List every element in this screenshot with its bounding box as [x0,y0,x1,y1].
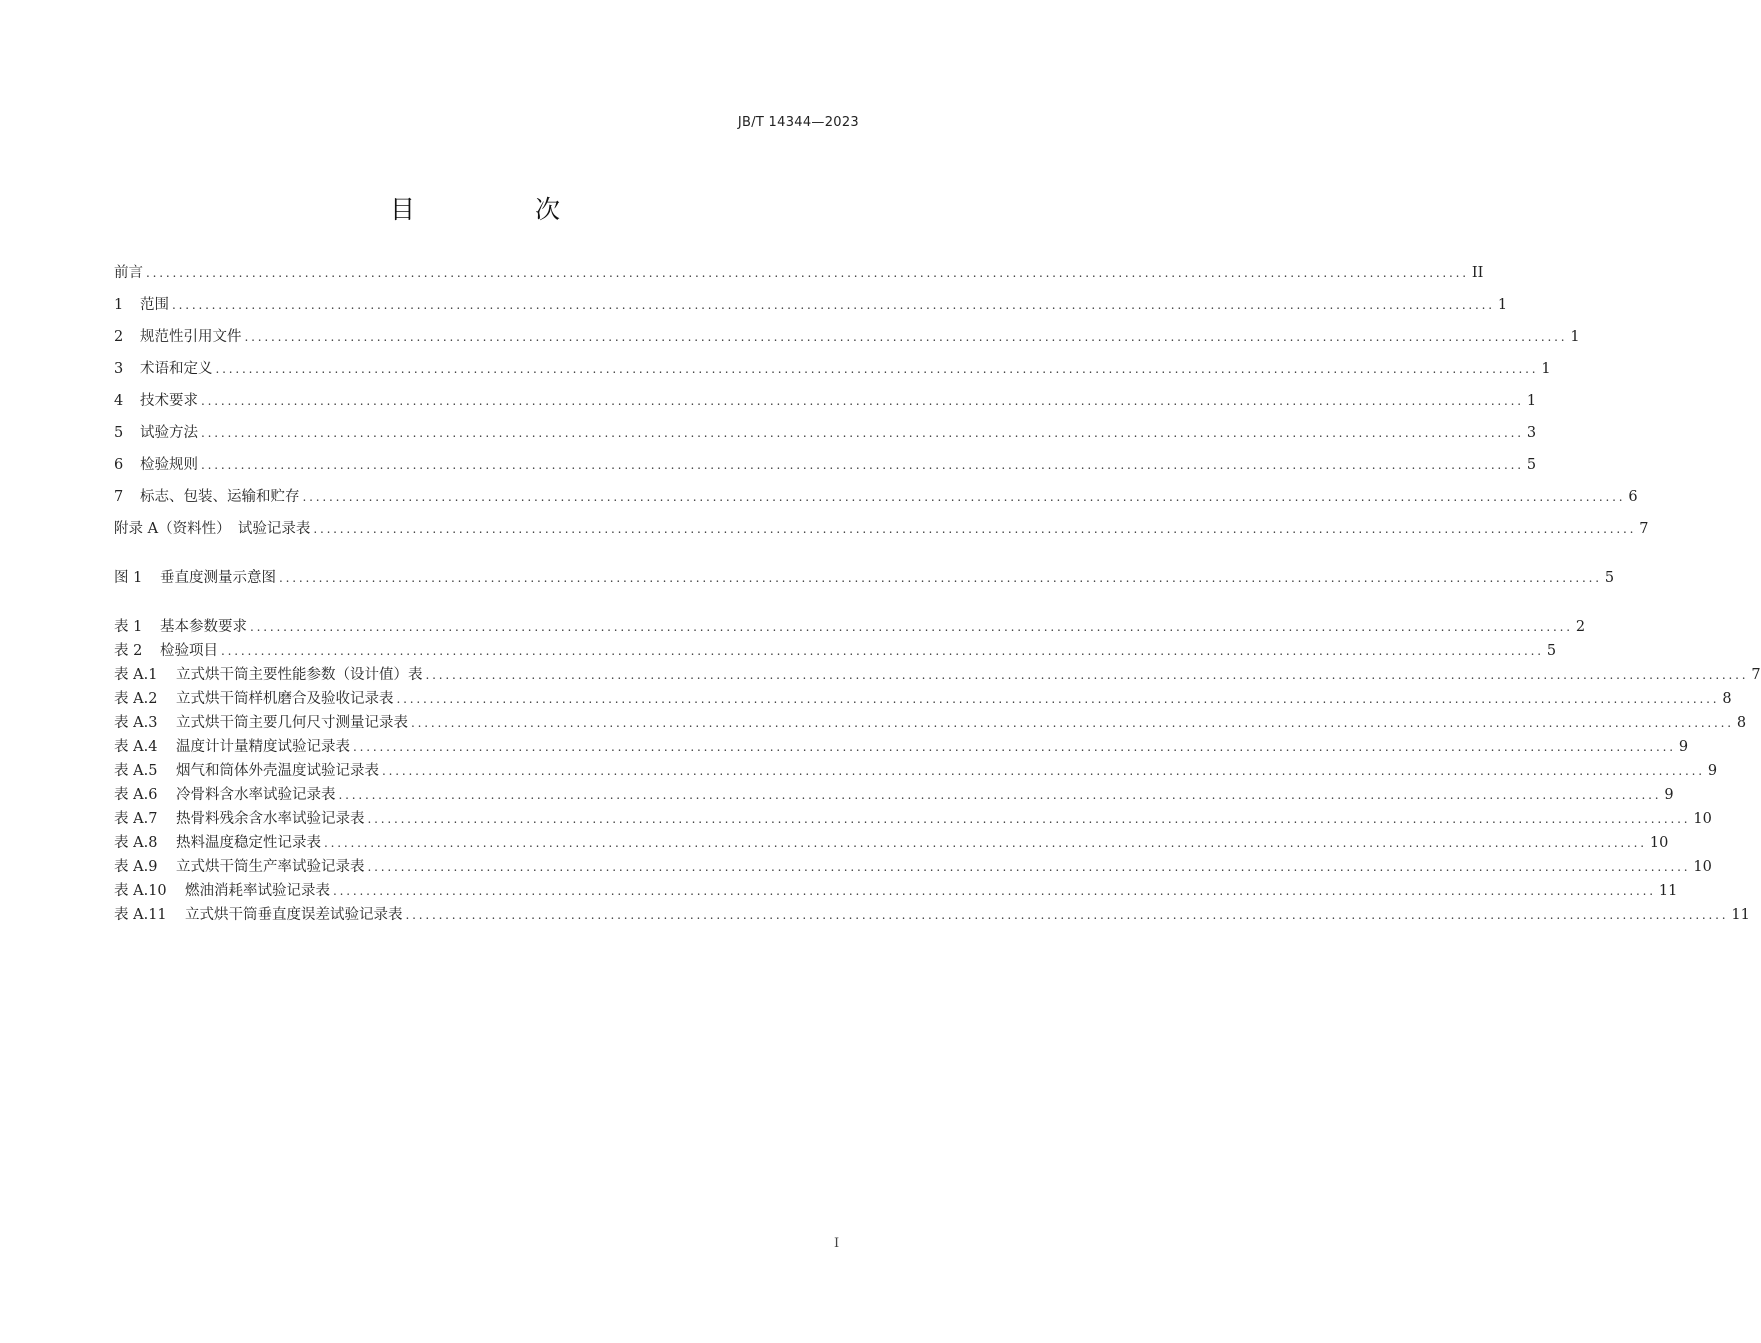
toc-entry-label: 技术要求 [140,393,198,409]
leader-dots: ........................................................................................................................................................................................................ [215,362,1539,376]
toc-entry-label: 前言 [114,265,143,281]
toc-entry-label: 热骨料残余含水率试验记录表 [176,811,365,827]
leader-dots: ........................................................................................................................................................................................................ [279,571,1602,585]
leader-dots: ........................................................................................................................................................................................................ [250,620,1573,634]
toc-entry-table-a6[interactable] [114,785,1674,805]
toc-entry-marking-packaging[interactable] [114,487,1638,507]
toc-entry-number: 表 A.7 [114,811,158,827]
toc-entry-number: 表 1 [114,619,143,635]
leader-dots: ........................................................................................................................................................................................................ [244,330,1568,344]
toc-entry-table-a1[interactable] [114,665,1761,685]
toc-entry-number: 表 A.8 [114,835,158,851]
standard-code: JB/T 14344—2023 [737,115,859,130]
toc-entry-table-a5[interactable] [114,761,1718,781]
toc-entry-label: 立式烘干筒样机磨合及验收记录表 [176,691,394,707]
toc-entry-number: 7 [114,489,124,505]
toc-entry-page: 5 [1604,570,1615,586]
toc-entry-page: 7 [1639,521,1649,537]
toc-entry-table-a9[interactable] [114,857,1712,877]
toc-entry-number: 图 1 [114,570,143,586]
toc-entry-page: 10 [1649,835,1669,851]
leader-dots: ........................................................................................................................................................................................................ [172,298,1495,312]
toc-entry-label: 立式烘干筒主要几何尺寸测量记录表 [176,715,408,731]
toc-entry-label: 检验规则 [140,457,198,473]
leader-dots: ........................................................................................................................................................................................................ [333,884,1656,898]
toc-entry-label: 立式烘干筒垂直度误差试验记录表 [185,907,403,923]
toc-entry-page: 3 [1526,425,1537,441]
leader-dots: ........................................................................................................................................................................................................ [382,764,1705,778]
toc-entry-number: 表 A.9 [114,859,158,875]
leader-dots: ........................................................................................................................................................................................................ [302,490,1626,504]
toc-entry-label: 术语和定义 [140,361,213,377]
toc-entry-page: 10 [1693,859,1712,875]
toc-entry-label: 立式烘干筒主要性能参数（设计值）表 [176,667,423,683]
toc-entry-number: 5 [114,425,124,441]
toc-entry-label: 试验方法 [140,425,198,441]
toc-entry-table-a11[interactable] [114,905,1750,925]
toc-entry-label: 燃油消耗率试验记录表 [185,883,330,899]
toc-entry-figure-1[interactable] [114,568,1615,588]
toc-entry-label: 规范性引用文件 [140,329,242,345]
toc-entry-table-a7[interactable] [114,809,1712,829]
toc-entry-technical-requirements[interactable] [114,391,1537,411]
leader-dots: ........................................................................................................................................................................................................ [411,716,1734,730]
toc-entry-table-a4[interactable] [114,737,1689,757]
toc-entry-number: 表 A.3 [114,715,158,731]
toc-entry-number: 表 A.2 [114,691,158,707]
toc-entry-page: 1 [1541,361,1551,377]
toc-entry-page: 11 [1731,907,1750,923]
toc-entry-number: 表 A.10 [114,883,167,899]
toc-entry-test-methods[interactable] [114,423,1537,443]
toc-entry-page: 7 [1751,667,1761,683]
leader-dots: ........................................................................................................................................................................................................ [146,266,1469,280]
toc-entry-label: 温度计计量精度试验记录表 [176,739,350,755]
toc-entry-page: 11 [1658,883,1678,899]
toc-entry-number: 1 [114,297,124,313]
toc-entry-table-a8[interactable] [114,833,1669,853]
toc-entry-page: 2 [1575,619,1586,635]
leader-dots: ........................................................................................................................................................................................................ [221,644,1544,658]
footer-page-number: I [834,1236,840,1251]
toc-entry-label: 垂直度测量示意图 [160,570,276,586]
toc-entry-page: 9 [1664,787,1674,803]
leader-dots: ........................................................................................................................................................................................................ [405,908,1729,922]
toc-entry-table-a10[interactable] [114,881,1678,901]
toc-entry-label: 附录 A（资料性） 试验记录表 [114,521,311,537]
leader-dots: ........................................................................................................................................................................................................ [353,740,1676,754]
toc-entry-number: 表 A.11 [114,907,167,923]
toc-entry-label: 冷骨料含水率试验记录表 [176,787,336,803]
toc-entry-page: 9 [1678,739,1689,755]
toc-entry-label: 烟气和筒体外壳温度试验记录表 [176,763,379,779]
toc-entry-scope[interactable] [114,295,1508,315]
toc-entry-page: 1 [1526,393,1537,409]
toc-entry-label: 标志、包装、运输和贮存 [140,489,300,505]
leader-dots: ........................................................................................................................................................................................................ [396,692,1720,706]
toc-entry-page: 9 [1707,763,1718,779]
toc-entry-label: 基本参数要求 [160,619,247,635]
toc-entry-foreword[interactable] [114,263,1484,283]
toc-entry-table-a2[interactable] [114,689,1732,709]
toc-entry-page: II [1471,265,1484,281]
leader-dots: ........................................................................................................................................................................................................ [201,394,1524,408]
toc-entry-number: 表 A.6 [114,787,158,803]
toc-entry-table-1[interactable] [114,617,1586,637]
toc-entry-number: 6 [114,457,124,473]
toc-entry-page: 5 [1546,643,1557,659]
toc-entry-table-2[interactable] [114,641,1557,661]
leader-dots: ........................................................................................................................................................................................................ [367,812,1691,826]
toc-entry-page: 1 [1570,329,1580,345]
toc-entry-terms[interactable] [114,359,1551,379]
toc-entry-page: 8 [1722,691,1732,707]
toc-entry-normative-references[interactable] [114,327,1580,347]
toc-entry-number: 3 [114,361,124,377]
toc-entry-page: 1 [1497,297,1508,313]
toc-entry-page: 6 [1628,489,1638,505]
leader-dots: ........................................................................................................................................................................................................ [201,426,1524,440]
page-title: 目 次 [390,195,616,224]
toc-entry-number: 表 A.5 [114,763,158,779]
leader-dots: ........................................................................................................................................................................................................ [338,788,1662,802]
toc-entry-page: 8 [1736,715,1747,731]
toc-entry-table-a3[interactable] [114,713,1747,733]
toc-entry-number: 表 A.4 [114,739,158,755]
leader-dots: ........................................................................................................................................................................................................ [425,668,1749,682]
toc-entry-number: 2 [114,329,124,345]
toc-entry-label: 范围 [140,297,169,313]
leader-dots: ........................................................................................................................................................................................................ [324,836,1647,850]
leader-dots: ........................................................................................................................................................................................................ [201,458,1524,472]
toc-entry-label: 检验项目 [160,643,218,659]
leader-dots: ........................................................................................................................................................................................................ [313,522,1637,536]
toc-entry-number: 4 [114,393,124,409]
toc-entry-appendix-a[interactable] [114,519,1649,539]
leader-dots: ........................................................................................................................................................................................................ [367,860,1691,874]
toc-entry-label: 热料温度稳定性记录表 [176,835,321,851]
toc-entry-page: 5 [1526,457,1537,473]
toc-entry-number: 表 2 [114,643,143,659]
toc-entry-inspection-rules[interactable] [114,455,1537,475]
toc-entry-page: 10 [1693,811,1712,827]
toc-entry-number: 表 A.1 [114,667,158,683]
toc-entry-label: 立式烘干筒生产率试验记录表 [176,859,365,875]
